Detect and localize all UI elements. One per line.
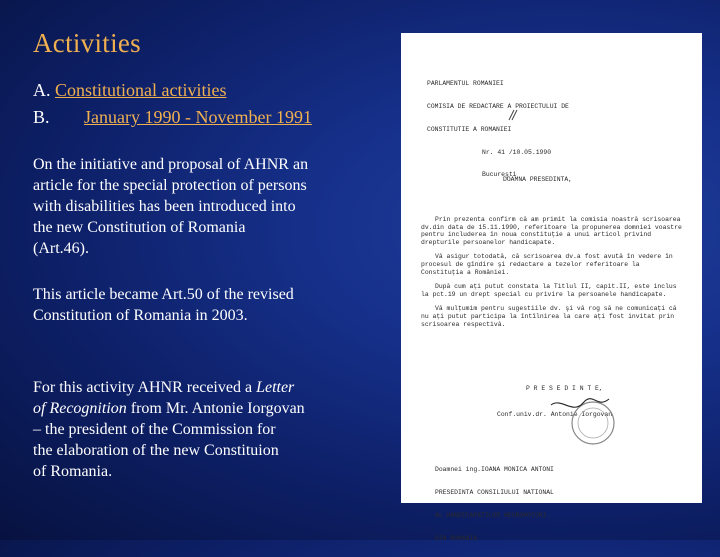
letter-salutation: DOAMNA PRESEDINTA, [503, 176, 573, 183]
subheading-a-prefix: A. [33, 80, 51, 100]
recognition-italic: of Recognition [33, 400, 127, 417]
letter-number: Nr. 41 /10.05.1990 [482, 148, 552, 156]
para-line: This article became Art.50 of the revised [33, 286, 294, 303]
subheading-a [33, 80, 226, 101]
letter-signature-title: P R E S E D I N T E, [526, 385, 603, 392]
recipient-line: AL HANDICAPATILOR NEUROMOTORI [435, 511, 547, 519]
letter-paragraph: Vă asigur totodată, că scrisoarea dv.a fost avută în vedere în procesul de gîndire şi redactare a tezelor referitoare la Constituţia a României. [421, 253, 673, 276]
recipient-line: Doamnei ing.IOANA MONICA ANTONI [435, 466, 554, 474]
para-line: the new Constitution of Romania [33, 219, 246, 236]
para-line: – the president of the Commission for [33, 421, 276, 438]
paragraph-revision [33, 284, 388, 326]
para-line: For this activity AHNR received a [33, 379, 253, 396]
official-seal-inner [578, 408, 608, 438]
letter-paragraph: Vă mulţumim pentru sugestiile dv. şi vă rog să ne comunicaţi că nu aţi putut participa la întîlnirea la care aţi fost invitat prin scrisoarea respectivă. [421, 305, 677, 328]
subheading-b [33, 107, 312, 128]
letter-image [401, 33, 702, 542]
para-line: with disabilities has been introduced into [33, 198, 296, 215]
para-line: On the initiative and proposal of AHNR an [33, 156, 309, 173]
paragraph-initiative [33, 154, 388, 259]
letter-header-line: PARLAMENTUL ROMANIEI [427, 80, 504, 88]
recipient-line: DIN ROMANIA [435, 534, 478, 542]
subheading-b-text: January 1990 - November 1991 [84, 107, 312, 127]
para-line: the elaboration of the new Constituion [33, 442, 279, 459]
subheading-a-text: Constitutional activities [55, 80, 227, 100]
slide-title: Activities [33, 28, 141, 58]
letter-italic: Letter [256, 379, 295, 396]
letter-paragraph: Prin prezenta confirm că am primit la comisia noastră scrisoarea dv.din data de 15.11.1990, referitoare la propunerea domniei voastre pentru includerea în noua constituţie a unui articol privind drepturile persoanelor handicapate. [421, 216, 682, 246]
para-line: (Art.46). [33, 240, 89, 257]
para-line: Constitution of Romania in 2003. [33, 307, 248, 324]
letter-marks [401, 33, 702, 503]
para-line: from Mr. Antonie Iorgovan [130, 400, 305, 417]
handwritten-number-mark [509, 110, 517, 120]
letter-header-line: COMISIA DE REDACTARE A PROIECTULUI DE [427, 102, 569, 110]
para-line: article for the special protection of persons [33, 177, 307, 194]
letter-city: Bucureşti [482, 171, 517, 179]
subheading-b-prefix: B. [33, 107, 50, 127]
letter-signature-name: Conf.univ.dr. Antonie Iorgovan [497, 411, 613, 418]
letter-header-line: CONSTITUTIE A ROMANIEI [427, 125, 512, 133]
letter-paragraph: După cum aţi putut constata la Titlul II, capit.II, este inclus la pct.19 un drept special cu privire la persoanele handicapate. [421, 283, 677, 298]
recipient-line: PRESEDINTA CONSILIULUI NATIONAL [435, 488, 554, 496]
letter-recipient [435, 451, 554, 557]
para-line: of Romania. [33, 463, 113, 480]
paragraph-recognition [33, 377, 388, 482]
